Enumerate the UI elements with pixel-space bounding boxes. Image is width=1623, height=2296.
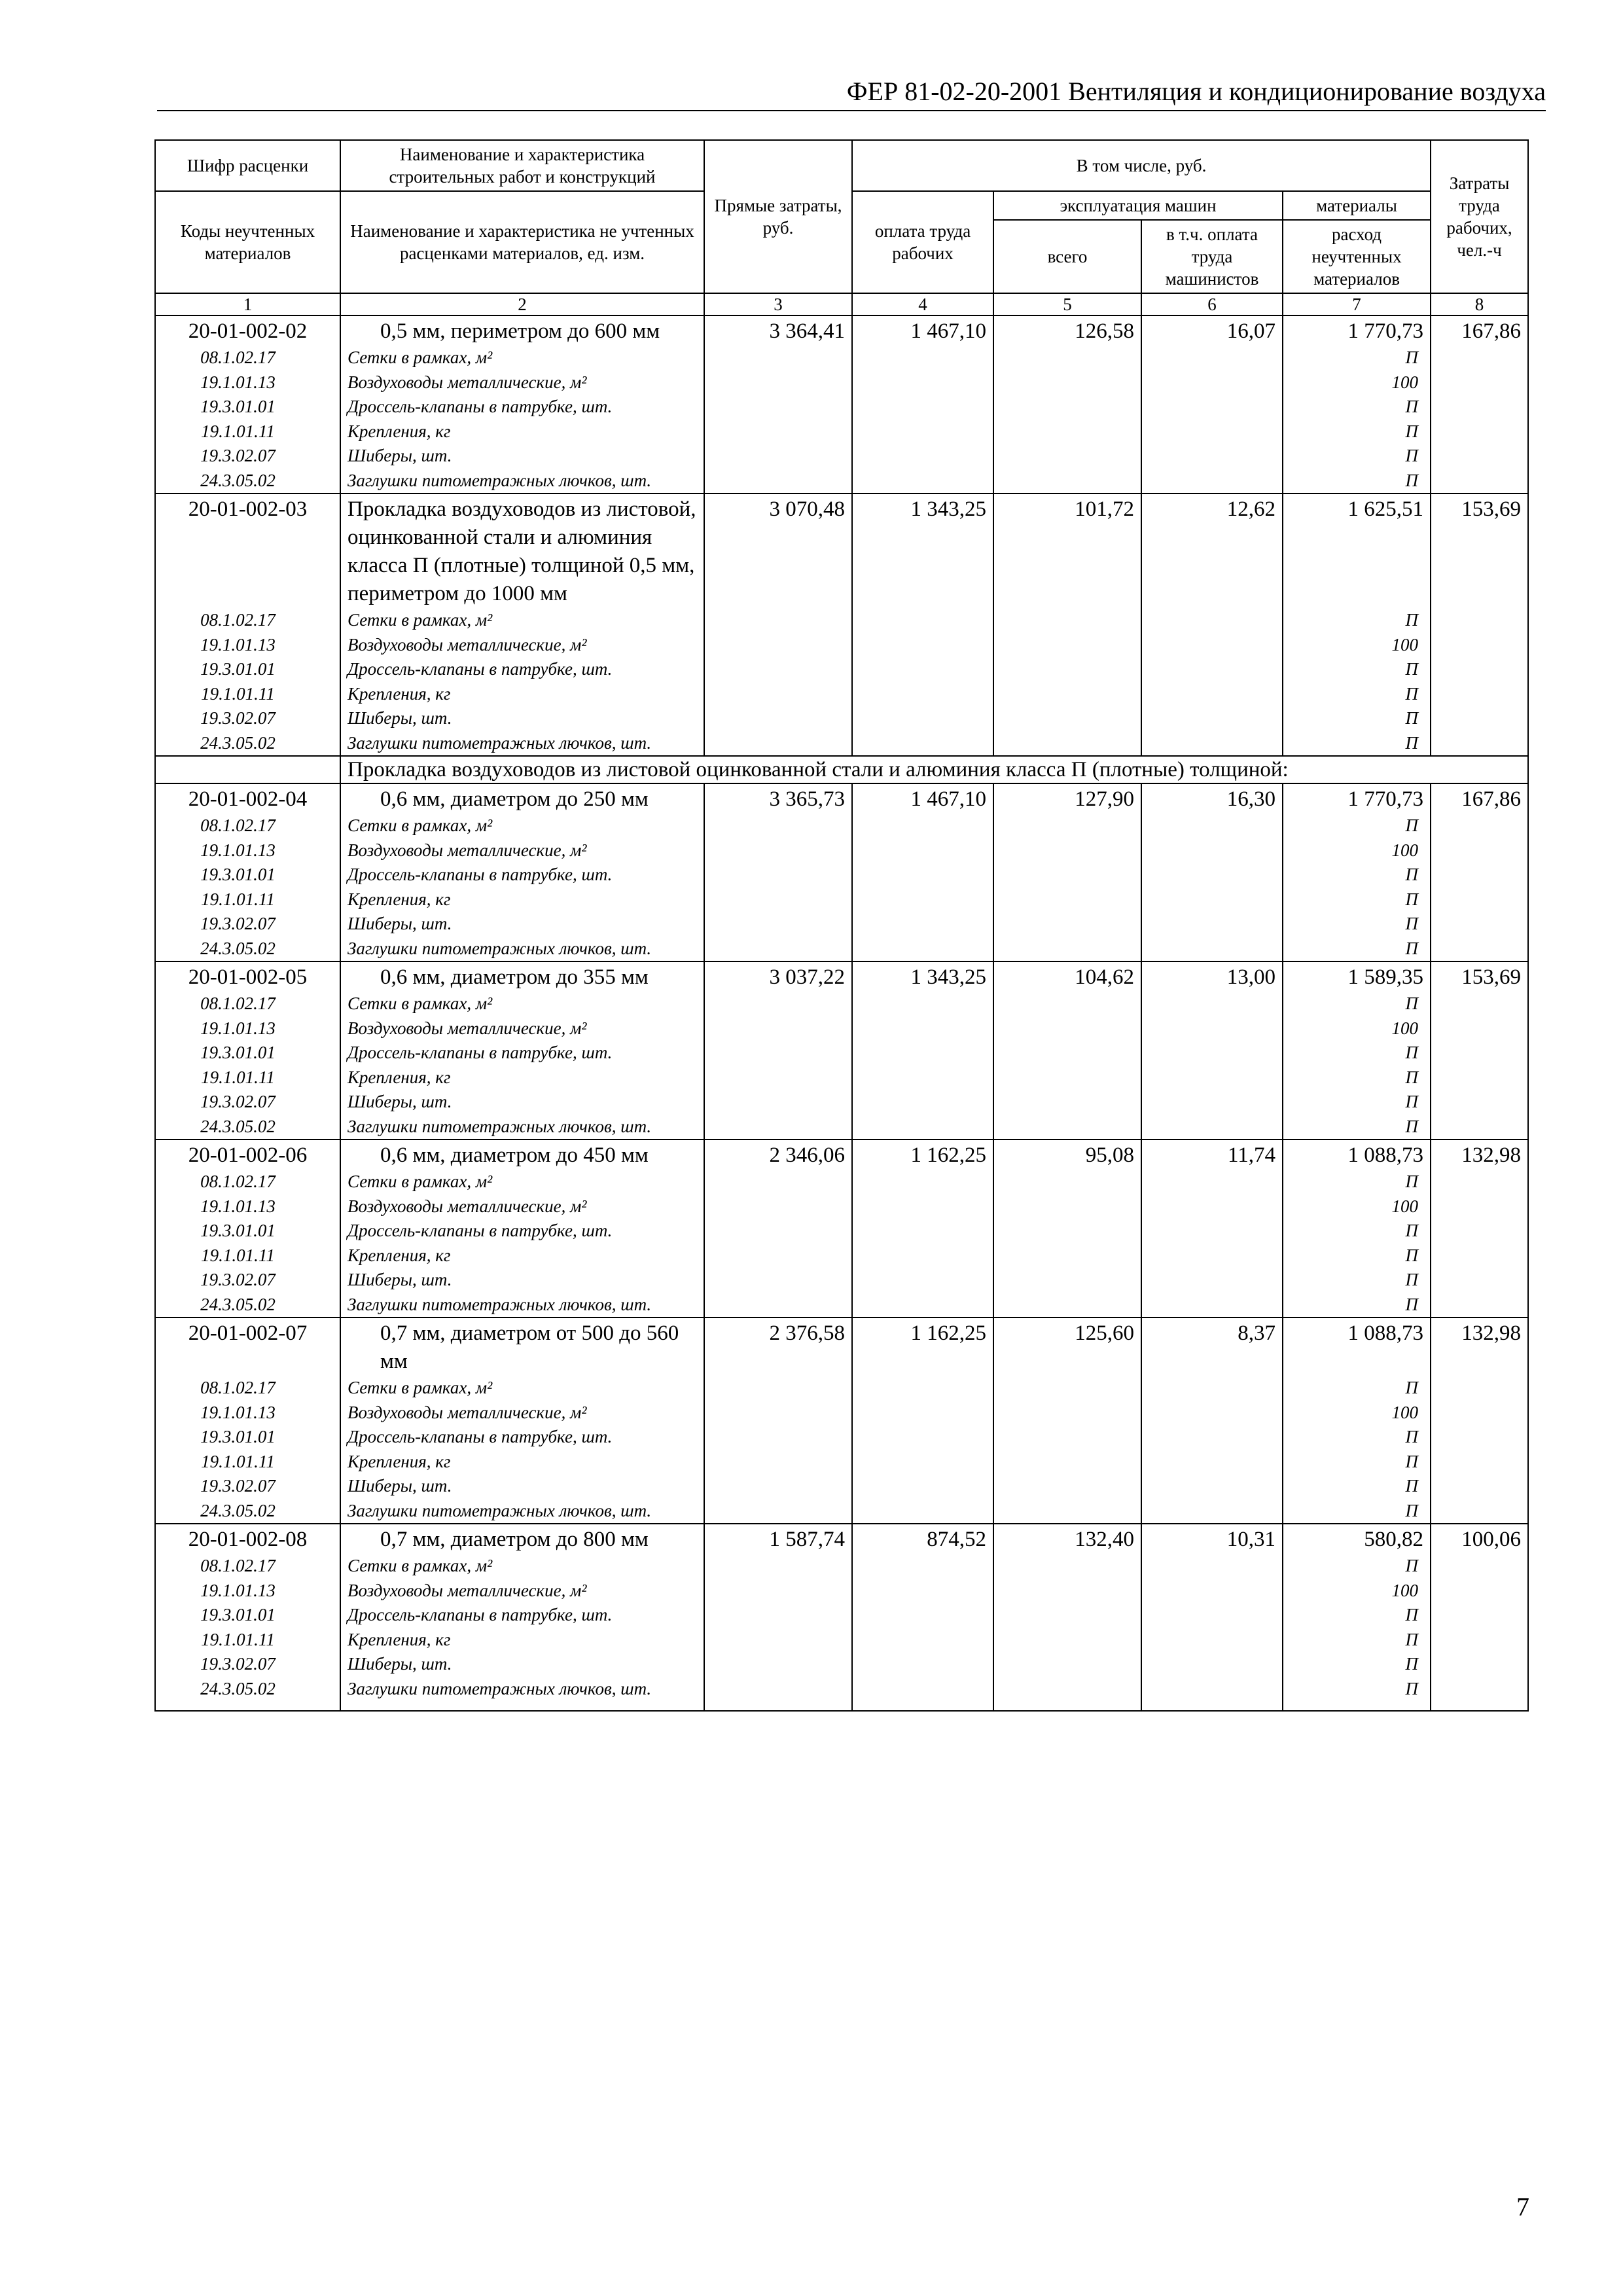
material-name: Сетки в рамках, м²	[340, 346, 704, 370]
labor-hours: 167,86	[1431, 783, 1528, 814]
material-row	[155, 608, 1528, 633]
labor-hours: 167,86	[1431, 315, 1528, 346]
material-code: 19.1.01.13	[155, 1194, 340, 1219]
material-code: 19.3.02.07	[155, 912, 340, 937]
material-row	[155, 888, 1528, 912]
material-name: Шиберы, шт.	[340, 1474, 704, 1499]
material-qty: П	[1283, 420, 1431, 444]
rate-name: 0,6 мм, диаметром до 355 мм	[340, 961, 704, 992]
header-labor: Затраты труда рабочих, чел.-ч	[1431, 140, 1528, 293]
wages: 1 162,25	[852, 1139, 993, 1170]
material-row	[155, 395, 1528, 420]
material-name: Сетки в рамках, м²	[340, 608, 704, 633]
column-number: 5	[993, 293, 1141, 315]
direct-costs: 3 365,73	[704, 783, 852, 814]
material-code: 08.1.02.17	[155, 608, 340, 633]
material-qty: 100	[1283, 370, 1431, 395]
material-row	[155, 1499, 1528, 1524]
material-qty: 100	[1283, 1194, 1431, 1219]
material-name: Воздуховоды металлические, м²	[340, 633, 704, 658]
material-qty: П	[1283, 992, 1431, 1016]
material-row	[155, 731, 1528, 757]
table-header	[155, 140, 1528, 315]
material-qty: П	[1283, 395, 1431, 420]
column-number: 3	[704, 293, 852, 315]
material-qty: П	[1283, 1603, 1431, 1628]
material-qty: П	[1283, 346, 1431, 370]
material-name: Сетки в рамках, м²	[340, 1170, 704, 1194]
material-row	[155, 1016, 1528, 1041]
header-name-works: Наименование и характеристика строительных работ и конструкций	[340, 140, 704, 191]
material-name: Дроссель-клапаны в патрубке, шт.	[340, 1425, 704, 1450]
labor-hours: 132,98	[1431, 1318, 1528, 1376]
material-row	[155, 1170, 1528, 1194]
material-code: 19.3.02.07	[155, 444, 340, 469]
materials-cost: 1 088,73	[1283, 1318, 1431, 1376]
material-code: 19.3.01.01	[155, 395, 340, 420]
material-row	[155, 346, 1528, 370]
rate-row	[155, 961, 1528, 992]
material-code: 19.3.01.01	[155, 1041, 340, 1066]
rate-row	[155, 1524, 1528, 1554]
material-name: Шиберы, шт.	[340, 706, 704, 731]
rate-group	[155, 315, 1528, 493]
material-row	[155, 420, 1528, 444]
material-qty: 100	[1283, 633, 1431, 658]
machines-total: 132,40	[993, 1524, 1141, 1554]
header-direct-costs: Прямые затраты, руб.	[704, 140, 852, 293]
material-qty: 100	[1283, 1579, 1431, 1604]
machines-total: 104,62	[993, 961, 1141, 992]
rate-group	[155, 493, 1528, 756]
materials-cost: 580,82	[1283, 1524, 1431, 1554]
material-qty: П	[1283, 1041, 1431, 1066]
rate-group	[155, 783, 1528, 961]
material-row	[155, 1425, 1528, 1450]
material-code: 24.3.05.02	[155, 731, 340, 757]
materials-cost: 1 770,73	[1283, 783, 1431, 814]
materials-cost: 1 625,51	[1283, 493, 1431, 608]
material-qty: П	[1283, 912, 1431, 937]
material-qty: П	[1283, 1115, 1431, 1140]
material-name: Крепления, кг	[340, 682, 704, 707]
column-number: 1	[155, 293, 340, 315]
section-heading: Прокладка воздуховодов из листовой оцинкованной стали и алюминия класса П (плотные) толщиной:	[340, 756, 1528, 783]
header-materials: материалы	[1283, 191, 1431, 220]
material-name: Крепления, кг	[340, 1066, 704, 1090]
material-name: Воздуховоды металлические, м²	[340, 1194, 704, 1219]
material-code: 08.1.02.17	[155, 1170, 340, 1194]
material-qty: П	[1283, 1090, 1431, 1115]
rate-code: 20-01-002-06	[155, 1139, 340, 1170]
rate-code: 20-01-002-04	[155, 783, 340, 814]
material-name: Воздуховоды металлические, м²	[340, 838, 704, 863]
material-qty: П	[1283, 1219, 1431, 1244]
rate-row	[155, 783, 1528, 814]
machines-total: 95,08	[993, 1139, 1141, 1170]
material-qty: П	[1283, 1628, 1431, 1653]
material-name: Воздуховоды металлические, м²	[340, 1401, 704, 1426]
material-row	[155, 1293, 1528, 1318]
material-qty: П	[1283, 863, 1431, 888]
material-row	[155, 1579, 1528, 1604]
labor-hours: 132,98	[1431, 1139, 1528, 1170]
material-code: 24.3.05.02	[155, 1115, 340, 1140]
material-qty: П	[1283, 1652, 1431, 1677]
material-name: Заглушки питометражных лючков, шт.	[340, 469, 704, 494]
material-name: Дроссель-клапаны в патрубке, шт.	[340, 395, 704, 420]
rates-table	[154, 139, 1529, 1712]
wages: 1 467,10	[852, 783, 993, 814]
material-row	[155, 1450, 1528, 1475]
material-name: Дроссель-клапаны в патрубке, шт.	[340, 1603, 704, 1628]
header-materials-usage: расход неучтенных материалов	[1283, 220, 1431, 293]
material-code: 24.3.05.02	[155, 1293, 340, 1318]
wages: 1 343,25	[852, 493, 993, 608]
material-name: Дроссель-клапаны в патрубке, шт.	[340, 1219, 704, 1244]
material-qty: П	[1283, 657, 1431, 682]
machinists-wages: 16,07	[1141, 315, 1283, 346]
material-name: Дроссель-клапаны в патрубке, шт.	[340, 1041, 704, 1066]
material-row	[155, 1244, 1528, 1268]
material-qty: П	[1283, 731, 1431, 757]
wages: 1 467,10	[852, 315, 993, 346]
material-row	[155, 682, 1528, 707]
material-name: Заглушки питометражных лючков, шт.	[340, 937, 704, 962]
material-name: Сетки в рамках, м²	[340, 1376, 704, 1401]
machines-total: 101,72	[993, 493, 1141, 608]
material-code: 24.3.05.02	[155, 1677, 340, 1702]
header-wages: оплата труда рабочих	[852, 191, 993, 293]
header-machines-total: всего	[993, 220, 1141, 293]
direct-costs: 2 376,58	[704, 1318, 852, 1376]
material-row	[155, 633, 1528, 658]
material-name: Крепления, кг	[340, 1450, 704, 1475]
rate-name: 0,7 мм, диаметром от 500 до 560 мм	[340, 1318, 704, 1376]
material-row	[155, 1376, 1528, 1401]
material-name: Шиберы, шт.	[340, 1090, 704, 1115]
material-row	[155, 838, 1528, 863]
material-qty: 100	[1283, 838, 1431, 863]
material-code: 19.1.01.13	[155, 1579, 340, 1604]
machines-total: 127,90	[993, 783, 1141, 814]
material-code: 08.1.02.17	[155, 1376, 340, 1401]
wages: 1 343,25	[852, 961, 993, 992]
material-name: Заглушки питометражных лючков, шт.	[340, 731, 704, 757]
material-code: 19.1.01.11	[155, 1066, 340, 1090]
material-code: 19.3.02.07	[155, 1474, 340, 1499]
material-code: 19.1.01.13	[155, 1401, 340, 1426]
column-number: 7	[1283, 293, 1431, 315]
rate-code: 20-01-002-03	[155, 493, 340, 608]
rate-group	[155, 1139, 1528, 1318]
material-row	[155, 1090, 1528, 1115]
rate-row	[155, 1318, 1528, 1376]
machinists-wages: 11,74	[1141, 1139, 1283, 1170]
material-name: Сетки в рамках, м²	[340, 1554, 704, 1579]
material-code: 19.1.01.11	[155, 888, 340, 912]
material-qty: П	[1283, 1244, 1431, 1268]
material-qty: П	[1283, 1066, 1431, 1090]
material-row	[155, 1401, 1528, 1426]
material-qty: П	[1283, 888, 1431, 912]
column-number: 2	[340, 293, 704, 315]
rate-name: 0,7 мм, диаметром до 800 мм	[340, 1524, 704, 1554]
material-name: Крепления, кг	[340, 1244, 704, 1268]
material-code: 08.1.02.17	[155, 1554, 340, 1579]
material-name: Шиберы, шт.	[340, 912, 704, 937]
rate-name: 0,6 мм, диаметром до 450 мм	[340, 1139, 704, 1170]
material-qty: П	[1283, 469, 1431, 494]
column-number: 6	[1141, 293, 1283, 315]
material-qty: П	[1283, 1677, 1431, 1702]
direct-costs: 1 587,74	[704, 1524, 852, 1554]
machinists-wages: 13,00	[1141, 961, 1283, 992]
machinists-wages: 16,30	[1141, 783, 1283, 814]
material-code: 19.1.01.13	[155, 633, 340, 658]
material-code: 08.1.02.17	[155, 992, 340, 1016]
machinists-wages: 10,31	[1141, 1524, 1283, 1554]
material-qty: П	[1283, 1554, 1431, 1579]
material-qty: П	[1283, 814, 1431, 838]
material-row	[155, 1652, 1528, 1677]
material-code: 19.1.01.11	[155, 420, 340, 444]
material-code: 19.1.01.11	[155, 1244, 340, 1268]
materials-cost: 1 770,73	[1283, 315, 1431, 346]
rate-group	[155, 1524, 1528, 1711]
material-row	[155, 444, 1528, 469]
rate-group	[155, 961, 1528, 1139]
material-row	[155, 992, 1528, 1016]
direct-costs: 3 070,48	[704, 493, 852, 608]
material-code: 19.1.01.11	[155, 682, 340, 707]
header-machines: эксплуатация машин	[993, 191, 1283, 220]
rate-row	[155, 493, 1528, 608]
material-code: 19.1.01.13	[155, 370, 340, 395]
material-code: 19.1.01.13	[155, 838, 340, 863]
labor-hours: 153,69	[1431, 493, 1528, 608]
material-qty: 100	[1283, 1401, 1431, 1426]
rate-name: 0,5 мм, периметром до 600 мм	[340, 315, 704, 346]
material-name: Воздуховоды металлические, м²	[340, 1016, 704, 1041]
material-qty: П	[1283, 937, 1431, 962]
material-code: 24.3.05.02	[155, 1499, 340, 1524]
material-code: 08.1.02.17	[155, 346, 340, 370]
material-row	[155, 1554, 1528, 1579]
rate-code: 20-01-002-02	[155, 315, 340, 346]
section-row	[155, 756, 1528, 783]
material-name: Воздуховоды металлические, м²	[340, 370, 704, 395]
material-row	[155, 657, 1528, 682]
material-row	[155, 1194, 1528, 1219]
running-header: ФЕР 81-02-20-2001 Вентиляция и кондиционирование воздуха	[157, 73, 1546, 111]
material-qty: П	[1283, 444, 1431, 469]
materials-cost: 1 589,35	[1283, 961, 1431, 992]
rate-group	[155, 1318, 1528, 1524]
material-name: Крепления, кг	[340, 888, 704, 912]
direct-costs: 2 346,06	[704, 1139, 852, 1170]
material-qty: П	[1283, 1450, 1431, 1475]
material-name: Шиберы, шт.	[340, 1268, 704, 1293]
wages: 1 162,25	[852, 1318, 993, 1376]
rate-code: 20-01-002-05	[155, 961, 340, 992]
material-name: Крепления, кг	[340, 420, 704, 444]
header-machines-wages: в т.ч. оплата труда машинистов	[1141, 220, 1283, 293]
header-code-materials: Коды неучтенных материалов	[155, 191, 340, 293]
header-including: В том числе, руб.	[852, 140, 1431, 191]
material-row	[155, 1115, 1528, 1140]
material-code: 19.3.02.07	[155, 1652, 340, 1677]
header-name-materials: Наименование и характеристика не учтенных расценками материалов, ед. изм.	[340, 191, 704, 293]
direct-costs: 3 037,22	[704, 961, 852, 992]
material-row	[155, 1603, 1528, 1628]
material-qty: П	[1283, 1268, 1431, 1293]
page-number: 7	[1516, 2192, 1529, 2221]
section-group	[155, 756, 1528, 783]
material-row	[155, 1677, 1528, 1702]
rate-code: 20-01-002-07	[155, 1318, 340, 1376]
material-row	[155, 469, 1528, 494]
material-code: 19.3.02.07	[155, 1090, 340, 1115]
direct-costs: 3 364,41	[704, 315, 852, 346]
material-qty: П	[1283, 608, 1431, 633]
material-code: 19.3.01.01	[155, 1219, 340, 1244]
material-qty: П	[1283, 706, 1431, 731]
column-number: 8	[1431, 293, 1528, 315]
material-name: Заглушки питометражных лючков, шт.	[340, 1499, 704, 1524]
rate-row	[155, 1139, 1528, 1170]
machinists-wages: 12,62	[1141, 493, 1283, 608]
material-qty: П	[1283, 1499, 1431, 1524]
wages: 874,52	[852, 1524, 993, 1554]
material-row	[155, 1066, 1528, 1090]
material-qty: П	[1283, 682, 1431, 707]
material-qty: П	[1283, 1170, 1431, 1194]
material-name: Воздуховоды металлические, м²	[340, 1579, 704, 1604]
machines-total: 126,58	[993, 315, 1141, 346]
material-qty: П	[1283, 1293, 1431, 1318]
material-name: Сетки в рамках, м²	[340, 814, 704, 838]
machines-total: 125,60	[993, 1318, 1141, 1376]
material-row	[155, 912, 1528, 937]
material-name: Крепления, кг	[340, 1628, 704, 1653]
material-name: Шиберы, шт.	[340, 1652, 704, 1677]
rate-name: 0,6 мм, диаметром до 250 мм	[340, 783, 704, 814]
material-qty: П	[1283, 1376, 1431, 1401]
material-qty: 100	[1283, 1016, 1431, 1041]
material-row	[155, 370, 1528, 395]
materials-cost: 1 088,73	[1283, 1139, 1431, 1170]
material-qty: П	[1283, 1474, 1431, 1499]
material-row	[155, 706, 1528, 731]
material-code: 24.3.05.02	[155, 469, 340, 494]
material-code: 08.1.02.17	[155, 814, 340, 838]
material-code: 19.1.01.13	[155, 1016, 340, 1041]
material-code: 19.1.01.11	[155, 1450, 340, 1475]
rate-name: Прокладка воздуховодов из листовой, оцинкованной стали и алюминия класса П (плотные) толщиной 0,5 мм, периметром до 1000 мм	[340, 493, 704, 608]
material-code: 19.1.01.11	[155, 1628, 340, 1653]
material-row	[155, 1628, 1528, 1653]
material-row	[155, 1219, 1528, 1244]
material-name: Сетки в рамках, м²	[340, 992, 704, 1016]
material-name: Дроссель-клапаны в патрубке, шт.	[340, 657, 704, 682]
header-code-rate: Шифр расценки	[155, 140, 340, 191]
material-code: 19.3.01.01	[155, 1425, 340, 1450]
material-row	[155, 863, 1528, 888]
column-number: 4	[852, 293, 993, 315]
machinists-wages: 8,37	[1141, 1318, 1283, 1376]
material-name: Заглушки питометражных лючков, шт.	[340, 1677, 704, 1702]
material-code: 19.3.02.07	[155, 1268, 340, 1293]
rate-code: 20-01-002-08	[155, 1524, 340, 1554]
material-name: Заглушки питометражных лючков, шт.	[340, 1293, 704, 1318]
rate-row	[155, 315, 1528, 346]
material-row	[155, 937, 1528, 962]
material-row	[155, 814, 1528, 838]
material-row	[155, 1041, 1528, 1066]
material-name: Дроссель-клапаны в патрубке, шт.	[340, 863, 704, 888]
material-name: Заглушки питометражных лючков, шт.	[340, 1115, 704, 1140]
material-name: Шиберы, шт.	[340, 444, 704, 469]
material-code: 24.3.05.02	[155, 937, 340, 962]
material-row	[155, 1268, 1528, 1293]
material-qty: П	[1283, 1425, 1431, 1450]
labor-hours: 153,69	[1431, 961, 1528, 992]
material-code: 19.3.01.01	[155, 863, 340, 888]
labor-hours: 100,06	[1431, 1524, 1528, 1554]
material-code: 19.3.01.01	[155, 657, 340, 682]
material-code: 19.3.01.01	[155, 1603, 340, 1628]
material-code: 19.3.02.07	[155, 706, 340, 731]
material-row	[155, 1474, 1528, 1499]
